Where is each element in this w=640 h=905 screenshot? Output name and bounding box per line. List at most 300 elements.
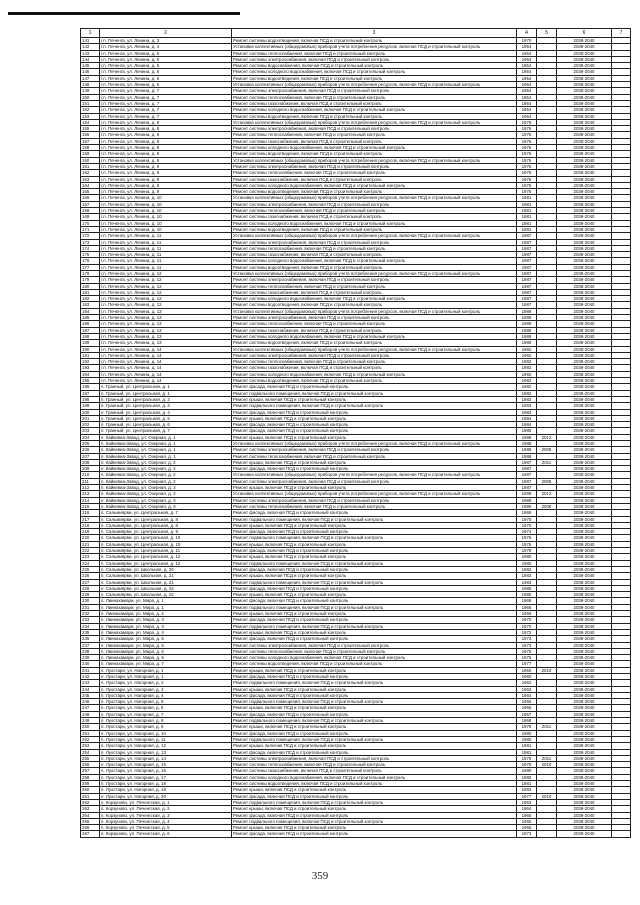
address-cell: п. Луостари, ул. Нагорная, д. 17 xyxy=(100,774,232,780)
work-type-cell: Ремонт системы теплоснабжения, включая ПСД и строительный контроль xyxy=(232,283,517,289)
repair-period-cell: 2038-2040 xyxy=(557,245,612,251)
repair-period-cell: 2038-2040 xyxy=(557,163,612,169)
year-built-cell: 1964 xyxy=(517,692,537,698)
repair-period-cell: 2038-2040 xyxy=(557,692,612,698)
row-number-cell: 223 xyxy=(81,554,100,560)
header-cell: 3 xyxy=(232,29,517,38)
repair-period-cell: 2038-2040 xyxy=(557,818,612,824)
work-type-cell: Ремонт системы теплоснабжения, включая ПСД и строительный контроль xyxy=(232,208,517,214)
work-type-cell: Ремонт крыши, включая ПСД и строительный контроль xyxy=(232,667,517,673)
address-cell: г.п. Печенга, ул. Ленина, д. 8 xyxy=(100,132,232,138)
year-built-cell: 1960 xyxy=(517,667,537,673)
address-cell: г.п. Печенга, ул. Ленина, д. 11 xyxy=(100,233,232,239)
work-type-cell: Ремонт крыши, включая ПСД и строительный контроль xyxy=(232,485,517,491)
work-type-cell: Ремонт системы холодного водоснабжения, включая ПСД и строительный контроль xyxy=(232,296,517,302)
address-cell: г.п. Печенга, ул. Ленина, д. 11 xyxy=(100,245,232,251)
address-cell: г.п. Печенга, ул. Ленина, д. 14 xyxy=(100,365,232,371)
address-cell: г.п. Печенга, ул. Ленина, д. 5 xyxy=(100,50,232,56)
repair-period-cell: 2038-2040 xyxy=(557,226,612,232)
row-number-cell: 183 xyxy=(81,302,100,308)
address-cell: г.п. Печенга, ул. Ленина, д. 9 xyxy=(100,182,232,188)
year-built-cell: 1987 xyxy=(517,252,537,258)
row-number-cell: 163 xyxy=(81,176,100,182)
repair-period-cell: 2038-2040 xyxy=(557,604,612,610)
row-number-cell: 208 xyxy=(81,459,100,465)
address-cell: п. Луостари, ул. Нагорная, д. 1 xyxy=(100,673,232,679)
table-row xyxy=(81,762,631,768)
year-built-cell: 1954 xyxy=(517,82,537,88)
repair-period-cell: 2038-2040 xyxy=(557,623,612,629)
repair-period-cell: 2038-2040 xyxy=(557,333,612,339)
work-type-cell: Ремонт крыши, включая ПСД и строительный контроль xyxy=(232,554,517,560)
row-number-cell: 220 xyxy=(81,535,100,541)
year-built-cell: 1963 xyxy=(517,799,537,805)
row-number-cell: 147 xyxy=(81,75,100,81)
row-number-cell: 246 xyxy=(81,699,100,705)
header-cell: 7 xyxy=(612,29,631,38)
address-cell: п. Лиинахамари, ул. Мира, д. 6 xyxy=(100,655,232,661)
repair-period-cell: 2038-2040 xyxy=(557,352,612,358)
repair-period-cell: 2038-2040 xyxy=(557,812,612,818)
work-type-cell: Ремонт системы газоснабжения, включая ПСД и строительный контроль xyxy=(232,365,517,371)
row-number-cell: 145 xyxy=(81,63,100,69)
work-type-cell: Ремонт системы холодного водоснабжения, включая ПСД и строительный контроль xyxy=(232,371,517,377)
repair-period-cell: 2038-2040 xyxy=(557,126,612,132)
work-type-cell: Ремонт системы водоотведения, включая ПСД и строительный контроль xyxy=(232,189,517,195)
address-cell: п. Луостари, ул. Нагорная, д. 8 xyxy=(100,718,232,724)
year-built-cell: 1988 xyxy=(517,447,537,453)
address-cell: п. Сальмиярви, ул. Центральная, д. 12 xyxy=(100,560,232,566)
address-cell: г.п. Печенга, ул. Ленина, д. 9 xyxy=(100,189,232,195)
work-type-cell: Ремонт подвального помещения, включая ПСД и строительный контроль xyxy=(232,680,517,686)
work-type-cell: Ремонт фасада, включая ПСД и строительный контроль xyxy=(232,510,517,516)
work-type-cell: Ремонт системы электроснабжения, включая ПСД и строительный контроль xyxy=(232,315,517,321)
year-renovated-cell: 2008 xyxy=(537,478,557,484)
address-cell: г.п. Печенга, ул. Ленина, д. 10 xyxy=(100,226,232,232)
year-built-cell: 1981 xyxy=(517,201,537,207)
year-built-cell: 1954 xyxy=(517,63,537,69)
address-cell: п. Лиинахамари, ул. Мира, д. 4 xyxy=(100,629,232,635)
work-type-cell: Ремонт фасада, включая ПСД и строительный контроль xyxy=(232,529,517,535)
year-built-cell: 1992 xyxy=(517,365,537,371)
row-number-cell: 215 xyxy=(81,503,100,509)
row-number-cell: 191 xyxy=(81,352,100,358)
row-number-cell: 161 xyxy=(81,163,100,169)
table-body xyxy=(81,38,631,838)
work-type-cell: Ремонт подвального помещения, включая ПСД и строительный контроль xyxy=(232,818,517,824)
repair-period-cell: 2038-2040 xyxy=(557,56,612,62)
work-type-cell: Ремонт крыши, включая ПСД и строительный контроль xyxy=(232,573,517,579)
work-type-cell: Ремонт подвального помещения, включая ПСД и строительный контроль xyxy=(232,699,517,705)
row-number-cell: 172 xyxy=(81,233,100,239)
row-number-cell: 170 xyxy=(81,220,100,226)
row-number-cell: 243 xyxy=(81,680,100,686)
row-number-cell: 227 xyxy=(81,579,100,585)
address-cell: г.п. Печенга, ул. Ленина, д. 12 xyxy=(100,296,232,302)
address-cell: г.п. Печенга, ул. Ленина, д. 13 xyxy=(100,321,232,327)
address-cell: п. Корзуново, ул. Печенгская, д. 2 xyxy=(100,806,232,812)
year-built-cell: 1989 xyxy=(517,497,537,503)
address-cell: г.п. Печенга, ул. Ленина, д. 6 xyxy=(100,69,232,75)
address-cell: п. Луостари, ул. Нагорная, д. 9 xyxy=(100,724,232,730)
row-number-cell: 182 xyxy=(81,296,100,302)
address-cell: г.п. Печенга, ул. Ленина, д. 12 xyxy=(100,283,232,289)
address-cell: г.п. Печенга, ул. Ленина, д. 9 xyxy=(100,170,232,176)
row-number-cell: 192 xyxy=(81,359,100,365)
row-number-cell: 195 xyxy=(81,378,100,384)
year-built-cell: 1976 xyxy=(517,535,537,541)
address-cell: г.п. Печенга, ул. Ленина, д. 14 xyxy=(100,371,232,377)
row-number-cell: 260 xyxy=(81,787,100,793)
work-type-cell: Ремонт системы газоснабжения, включая ПСД и строительный контроль xyxy=(232,100,517,106)
address-cell: п. Гранный, ул. Центральная, д. 6 xyxy=(100,422,232,428)
repair-period-cell: 2038-2040 xyxy=(557,667,612,673)
work-type-cell: Установка коллективных (общедомовых) приборов учета потребления ресурсов, включая ПСД и строительный контроль xyxy=(232,270,517,276)
repair-period-cell: 2038-2040 xyxy=(557,50,612,56)
row-number-cell: 190 xyxy=(81,346,100,352)
work-type-cell: Ремонт системы теплоснабжения, включая ПСД и строительный контроль xyxy=(232,321,517,327)
work-type-cell: Ремонт крыши, включая ПСД и строительный контроль xyxy=(232,806,517,812)
row-number-cell: 206 xyxy=(81,447,100,453)
work-type-cell: Ремонт фасада, включая ПСД и строительный контроль xyxy=(232,566,517,572)
repair-period-cell: 2038-2040 xyxy=(557,680,612,686)
row-number-cell: 259 xyxy=(81,781,100,787)
work-type-cell: Ремонт системы газоснабжения, включая ПСД и строительный контроль xyxy=(232,768,517,774)
row-number-cell: 155 xyxy=(81,126,100,132)
work-type-cell: Ремонт системы электроснабжения, включая ПСД и строительный контроль xyxy=(232,201,517,207)
row-number-cell: 164 xyxy=(81,182,100,188)
row-number-cell: 247 xyxy=(81,705,100,711)
row-number-cell: 219 xyxy=(81,529,100,535)
address-cell: г.п. Печенга, ул. Ленина, д. 13 xyxy=(100,333,232,339)
address-cell: п. Гранный, ул. Центральная, д. 2 xyxy=(100,396,232,402)
year-renovated-cell: 2008 xyxy=(537,503,557,509)
row-number-cell: 187 xyxy=(81,327,100,333)
table-row xyxy=(81,447,631,453)
repair-period-cell: 2038-2040 xyxy=(557,94,612,100)
year-built-cell: 1987 xyxy=(517,239,537,245)
row-number-cell: 171 xyxy=(81,226,100,232)
work-type-cell: Ремонт системы газоснабжения, включая ПСД и строительный контроль xyxy=(232,327,517,333)
row-number-cell: 177 xyxy=(81,264,100,270)
repair-period-cell: 2038-2040 xyxy=(557,44,612,50)
repair-period-cell: 2038-2040 xyxy=(557,598,612,604)
repair-period-cell: 2038-2040 xyxy=(557,283,612,289)
work-type-cell: Ремонт системы электроснабжения, включая ПСД и строительный контроль xyxy=(232,352,517,358)
year-built-cell: 1954 xyxy=(517,113,537,119)
year-built-cell: 1980 xyxy=(517,736,537,742)
repair-period-cell: 2038-2040 xyxy=(557,629,612,635)
repair-period-cell: 2038-2040 xyxy=(557,522,612,528)
repair-period-cell: 2038-2040 xyxy=(557,409,612,415)
row-number-cell: 160 xyxy=(81,157,100,163)
repair-period-cell: 2038-2040 xyxy=(557,699,612,705)
year-built-cell: 1976 xyxy=(517,176,537,182)
year-built-cell: 1960 xyxy=(517,673,537,679)
year-built-cell: 1989 xyxy=(517,503,537,509)
row-number-cell: 151 xyxy=(81,100,100,106)
address-cell: г.п. Печенга, ул. Ленина, д. 9 xyxy=(100,176,232,182)
address-cell: п. Сальмиярви, ул. Школьная, д. 21 xyxy=(100,579,232,585)
row-number-cell: 239 xyxy=(81,655,100,661)
address-cell: г.п. Печенга, ул. Ленина, д. 10 xyxy=(100,208,232,214)
address-cell: г.п. Печенга, ул. Ленина, д. 8 xyxy=(100,126,232,132)
year-built-cell: 1983 xyxy=(517,409,537,415)
row-number-cell: 251 xyxy=(81,730,100,736)
repair-period-cell: 2038-2040 xyxy=(557,793,612,799)
row-number-cell: 211 xyxy=(81,478,100,484)
year-built-cell: 1983 xyxy=(517,579,537,585)
repair-period-cell: 2038-2040 xyxy=(557,736,612,742)
work-type-cell: Ремонт системы электроснабжения, включая ПСД и строительный контроль xyxy=(232,56,517,62)
table-row xyxy=(81,491,631,497)
repair-period-cell: 2038-2040 xyxy=(557,497,612,503)
year-built-cell: 1979 xyxy=(517,762,537,768)
row-number-cell: 158 xyxy=(81,145,100,151)
address-cell: г.п. Печенга, ул. Ленина, д. 5 xyxy=(100,63,232,69)
repair-period-cell: 2038-2040 xyxy=(557,308,612,314)
repair-period-cell: 2038-2040 xyxy=(557,195,612,201)
year-built-cell: 1985 xyxy=(517,592,537,598)
work-type-cell: Ремонт фасада, включая ПСД и строительный контроль xyxy=(232,673,517,679)
row-number-cell: 212 xyxy=(81,485,100,491)
work-type-cell: Ремонт системы теплоснабжения, включая ПСД и строительный контроль xyxy=(232,50,517,56)
year-built-cell: 1975 xyxy=(517,655,537,661)
year-renovated-cell: 2012 xyxy=(537,491,557,497)
year-built-cell: 1954 xyxy=(517,100,537,106)
year-built-cell: 1979 xyxy=(517,755,537,761)
row-number-cell: 216 xyxy=(81,510,100,516)
repair-period-cell: 2038-2040 xyxy=(557,825,612,831)
repair-period-cell: 2038-2040 xyxy=(557,529,612,535)
year-built-cell: 1987 xyxy=(517,302,537,308)
address-cell: п. Кайкевиа-Завод, ул. Озерная, д. 3 xyxy=(100,503,232,509)
row-number-cell: 156 xyxy=(81,132,100,138)
address-cell: п. Гранный, ул. Центральная, д. 3 xyxy=(100,403,232,409)
work-type-cell: Ремонт системы холодного водоснабжения, включая ПСД и строительный контроль xyxy=(232,220,517,226)
work-type-cell: Ремонт системы теплоснабжения, включая ПСД и строительный контроль xyxy=(232,453,517,459)
work-type-cell: Ремонт подвального помещения, включая ПСД и строительный контроль xyxy=(232,560,517,566)
row-number-cell: 176 xyxy=(81,258,100,264)
row-number-cell: 173 xyxy=(81,239,100,245)
repair-period-cell: 2038-2040 xyxy=(557,787,612,793)
work-type-cell: Ремонт крыши, включая ПСД и строительный контроль xyxy=(232,787,517,793)
year-built-cell: 1978 xyxy=(517,548,537,554)
table-row xyxy=(81,831,631,837)
year-built-cell: 1966 xyxy=(517,825,537,831)
year-built-cell: 1954 xyxy=(517,75,537,81)
repair-period-cell: 2038-2040 xyxy=(557,535,612,541)
address-cell: г.п. Печенга, ул. Ленина, д. 10 xyxy=(100,214,232,220)
row-number-cell: 248 xyxy=(81,711,100,717)
repair-period-cell: 2038-2040 xyxy=(557,718,612,724)
row-number-cell: 203 xyxy=(81,428,100,434)
repair-period-cell: 2038-2040 xyxy=(557,145,612,151)
year-built-cell: 1989 xyxy=(517,321,537,327)
row-number-cell: 189 xyxy=(81,340,100,346)
repair-period-cell: 2038-2040 xyxy=(557,88,612,94)
year-built-cell: 1976 xyxy=(517,157,537,163)
repair-period-cell: 2038-2040 xyxy=(557,170,612,176)
repair-period-cell: 2038-2040 xyxy=(557,100,612,106)
address-cell: г.п. Печенга, ул. Ленина, д. 10 xyxy=(100,195,232,201)
address-cell: п. Луостари, ул. Нагорная, д. 6 xyxy=(100,705,232,711)
repair-period-cell: 2038-2040 xyxy=(557,151,612,157)
address-cell: г.п. Печенга, ул. Ленина, д. 8 xyxy=(100,151,232,157)
row-number-cell: 167 xyxy=(81,201,100,207)
row-number-cell: 179 xyxy=(81,277,100,283)
repair-period-cell: 2038-2040 xyxy=(557,157,612,163)
year-built-cell: 1976 xyxy=(517,126,537,132)
address-cell: г.п. Печенга, ул. Ленина, д. 7 xyxy=(100,100,232,106)
work-type-cell: Ремонт системы водоотведения, включая ПСД и строительный контроль xyxy=(232,781,517,787)
year-built-cell: 1954 xyxy=(517,44,537,50)
work-type-cell: Ремонт системы водоотведения, включая ПСД и строительный контроль xyxy=(232,264,517,270)
repair-period-cell: 2038-2040 xyxy=(557,560,612,566)
address-cell: п. Сальмиярви, ул. Школьная, д. 21 xyxy=(100,573,232,579)
work-type-cell: Ремонт фасада, включая ПСД и строительный контроль xyxy=(232,384,517,390)
year-built-cell: 1981 xyxy=(517,208,537,214)
work-type-cell: Ремонт крыши, включая ПСД и строительный контроль xyxy=(232,629,517,635)
year-built-cell: 1982 xyxy=(517,396,537,402)
address-cell: п. Лиинахамари, ул. Мира, д. 3 xyxy=(100,617,232,623)
work-type-cell: Ремонт фасада, включая ПСД и строительный контроль xyxy=(232,466,517,472)
row-number-cell: 154 xyxy=(81,119,100,125)
work-type-cell: Ремонт фасада, включая ПСД и строительный контроль xyxy=(232,793,517,799)
repair-period-cell: 2038-2040 xyxy=(557,107,612,113)
repair-period-cell: 2038-2040 xyxy=(557,749,612,755)
repair-period-cell: 2038-2040 xyxy=(557,743,612,749)
work-type-cell: Установка коллективных (общедомовых) приборов учета потребления ресурсов, включая ПСД и строительный контроль xyxy=(232,441,517,447)
repair-period-cell: 2038-2040 xyxy=(557,359,612,365)
work-type-cell: Ремонт крыши, включая ПСД и строительный контроль xyxy=(232,743,517,749)
year-renovated-cell: 2010 xyxy=(537,762,557,768)
address-cell: г.п. Печенга, ул. Ленина, д. 9 xyxy=(100,163,232,169)
repair-period-cell: 2038-2040 xyxy=(557,201,612,207)
work-type-cell: Ремонт подвального помещения, включая ПСД и строительный контроль xyxy=(232,579,517,585)
year-built-cell: 1968 xyxy=(517,718,537,724)
repair-period-cell: 2038-2040 xyxy=(557,485,612,491)
work-type-cell: Ремонт системы холодного водоснабжения, включая ПСД и строительный контроль xyxy=(232,145,517,151)
row-number-cell: 142 xyxy=(81,44,100,50)
repair-period-cell: 2038-2040 xyxy=(557,673,612,679)
year-built-cell: 1981 xyxy=(517,214,537,220)
address-cell: п. Кайкевиа-Завод, ул. Озерная, д. 1 xyxy=(100,434,232,440)
work-type-cell: Ремонт системы электроснабжения, включая ПСД и строительный контроль xyxy=(232,88,517,94)
year-built-cell: 1976 xyxy=(517,132,537,138)
work-type-cell: Ремонт системы холодного водоснабжения, включая ПСД и строительный контроль xyxy=(232,107,517,113)
address-cell: п. Кайкевиа-Завод, ул. Озерная, д. 1 xyxy=(100,441,232,447)
year-built-cell: 1973 xyxy=(517,636,537,642)
repair-period-cell: 2038-2040 xyxy=(557,75,612,81)
year-built-cell: 1976 xyxy=(517,163,537,169)
year-built-cell: 1976 xyxy=(517,119,537,125)
repair-period-cell: 2038-2040 xyxy=(557,277,612,283)
capital-repair-table xyxy=(80,28,631,838)
repair-period-cell: 2038-2040 xyxy=(557,252,612,258)
row-number-cell: 178 xyxy=(81,270,100,276)
row-number-cell: 202 xyxy=(81,422,100,428)
repair-period-cell: 2038-2040 xyxy=(557,239,612,245)
repair-period-cell: 2038-2040 xyxy=(557,340,612,346)
row-number-cell: 234 xyxy=(81,623,100,629)
year-built-cell: 1982 xyxy=(517,390,537,396)
work-type-cell: Ремонт системы водоотведения, включая ПСД и строительный контроль xyxy=(232,302,517,308)
year-built-cell: 1977 xyxy=(517,793,537,799)
work-type-cell: Установка коллективных (общедомовых) приборов учета потребления ресурсов, включая ПСД и строительный контроль xyxy=(232,157,517,163)
address-cell: п. Луостари, ул. Нагорная, д. 13 xyxy=(100,749,232,755)
address-cell: п. Лиинахамари, ул. Мира, д. 6 xyxy=(100,648,232,654)
year-built-cell: 1987 xyxy=(517,289,537,295)
repair-period-cell: 2038-2040 xyxy=(557,82,612,88)
address-cell: г.п. Печенга, ул. Ленина, д. 12 xyxy=(100,302,232,308)
table-row xyxy=(81,755,631,761)
row-number-cell: 199 xyxy=(81,403,100,409)
row-number-cell: 231 xyxy=(81,604,100,610)
year-built-cell: 1979 xyxy=(517,724,537,730)
work-type-cell: Ремонт системы теплоснабжения, включая ПСД и строительный контроль xyxy=(232,503,517,509)
address-cell: п. Гранный, ул. Центральная, д. 7 xyxy=(100,428,232,434)
year-built-cell: 1987 xyxy=(517,466,537,472)
work-type-cell: Ремонт системы теплоснабжения, включая ПСД и строительный контроль xyxy=(232,359,517,365)
row-number-cell: 244 xyxy=(81,686,100,692)
work-type-cell: Ремонт крыши, включая ПСД и строительный контроль xyxy=(232,459,517,465)
work-type-cell: Ремонт системы электроснабжения, включая ПСД и строительный контроль xyxy=(232,642,517,648)
row-number-cell: 166 xyxy=(81,195,100,201)
address-cell: п. Лиинахамари, ул. Мира, д. 5 xyxy=(100,642,232,648)
address-cell: г.п. Печенга, ул. Ленина, д. 8 xyxy=(100,145,232,151)
work-type-cell: Ремонт системы теплоснабжения, включая ПСД и строительный контроль xyxy=(232,648,517,654)
row-number-cell: 261 xyxy=(81,793,100,799)
row-number-cell: 174 xyxy=(81,245,100,251)
work-type-cell: Ремонт подвального помещения, включая ПСД и строительный контроль xyxy=(232,403,517,409)
address-cell: п. Сальмиярви, ул. Центральная, д. 11 xyxy=(100,548,232,554)
year-built-cell: 1992 xyxy=(517,371,537,377)
year-built-cell: 1976 xyxy=(517,182,537,188)
year-built-cell: 1954 xyxy=(517,94,537,100)
address-cell: г.п. Печенга, ул. Ленина, д. 4 xyxy=(100,44,232,50)
address-cell: п. Луостари, ул. Нагорная, д. 3 xyxy=(100,686,232,692)
address-cell: г.п. Печенга, ул. Ленина, д. 13 xyxy=(100,308,232,314)
year-built-cell: 1992 xyxy=(517,359,537,365)
repair-period-cell: 2038-2040 xyxy=(557,585,612,591)
work-type-cell: Ремонт фасада, включая ПСД и строительный контроль xyxy=(232,585,517,591)
address-cell: п. Сальмиярви, ул. Школьная, д. 22 xyxy=(100,585,232,591)
repair-period-cell: 2038-2040 xyxy=(557,365,612,371)
year-built-cell: 1970 xyxy=(517,516,537,522)
work-type-cell: Установка коллективных (общедомовых) приборов учета потребления ресурсов, включая ПСД и строительный контроль xyxy=(232,472,517,478)
year-built-cell: 1976 xyxy=(517,145,537,151)
address-cell: п. Кайкевиа-Завод, ул. Озерная, д. 2 xyxy=(100,466,232,472)
work-type-cell: Ремонт системы электроснабжения, включая ПСД и строительный контроль xyxy=(232,755,517,761)
row-number-cell: 226 xyxy=(81,573,100,579)
year-built-cell: 1988 xyxy=(517,453,537,459)
repair-period-cell: 2038-2040 xyxy=(557,510,612,516)
year-renovated-cell: 2011 xyxy=(537,755,557,761)
address-cell: г.п. Печенга, ул. Ленина, д. 14 xyxy=(100,378,232,384)
row-number-cell: 196 xyxy=(81,384,100,390)
repair-period-cell: 2038-2040 xyxy=(557,189,612,195)
year-built-cell: 1954 xyxy=(517,50,537,56)
year-built-cell: 1980 xyxy=(517,768,537,774)
repair-period-cell: 2038-2040 xyxy=(557,579,612,585)
address-cell: г.п. Печенга, ул. Ленина, д. 3 xyxy=(100,38,232,44)
work-type-cell: Установка коллективных (общедомовых) приборов учета потребления ресурсов, включая ПСД и строительный контроль xyxy=(232,491,517,497)
year-built-cell: 1987 xyxy=(517,258,537,264)
year-built-cell: 1985 xyxy=(517,428,537,434)
row-number-cell: 168 xyxy=(81,208,100,214)
repair-period-cell: 2038-2040 xyxy=(557,755,612,761)
